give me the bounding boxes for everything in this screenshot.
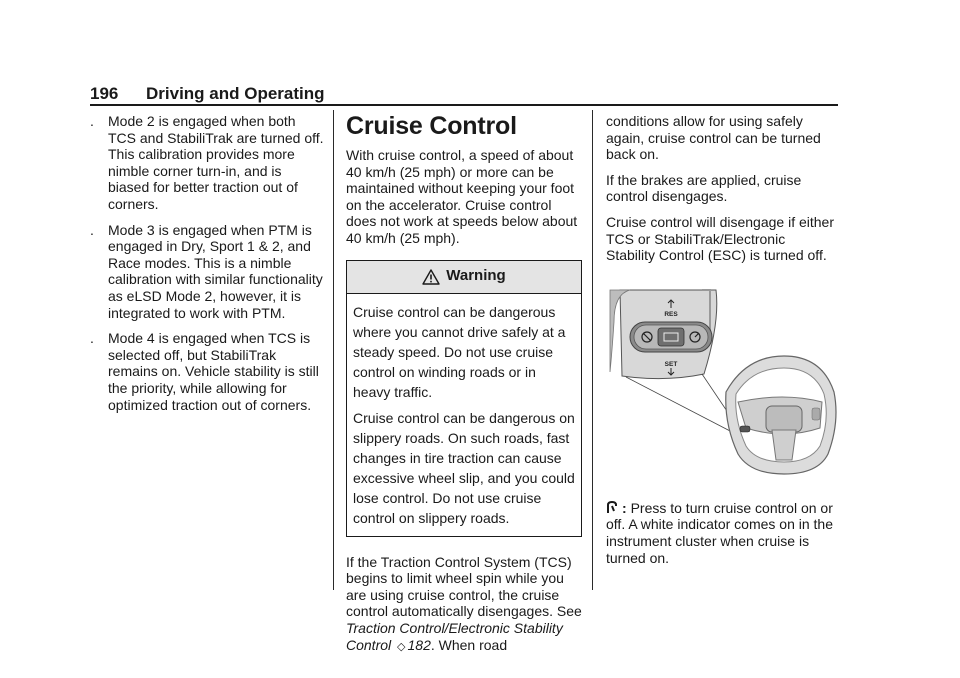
warning-icon xyxy=(422,269,440,285)
tcs-reference-page[interactable]: 182 xyxy=(407,636,431,653)
warning-header xyxy=(347,261,581,294)
column-3 xyxy=(606,113,838,575)
res-label: RES xyxy=(664,310,678,318)
bullet-glyph: . xyxy=(90,330,94,347)
header-rule xyxy=(90,104,838,106)
button-text: Press to turn cruise control on or off. A white indicator comes on in the instrument cluster when cruise is turned on. xyxy=(606,499,833,566)
bullet-glyph: . xyxy=(90,113,94,129)
column-divider-left xyxy=(333,110,334,590)
list-item-text: Mode 4 is engaged when TCS is selected off, but StabiliTrak remains on. Vehicle stability is still the priority, while allowing for optimized traction out of corners. xyxy=(108,330,319,413)
set-label: SET xyxy=(664,360,678,368)
button-label-colon: : xyxy=(622,499,627,516)
steering-wheel-illustration xyxy=(606,282,838,478)
list-item xyxy=(90,330,325,413)
column-1 xyxy=(90,113,325,422)
cruise-button-description xyxy=(606,500,838,566)
tcs-paragraph xyxy=(346,554,582,656)
list-item-text: Mode 3 is engaged when PTM is engaged in Dry, Sport 1 & 2, and Race modes. This is a nimble calibration with similar functionality as eLSD Mode 2, however, it is integrated to work with PTM. xyxy=(108,221,323,321)
page-reference-icon: ◇ xyxy=(397,640,406,653)
page-header xyxy=(90,84,838,106)
warning-box xyxy=(346,260,582,537)
disengage-paragraph: Cruise control will disengage if either TCS or StabiliTrak/Electronic Stability Control (ESC) is turned off. xyxy=(606,213,834,264)
column-2 xyxy=(346,113,582,664)
page-number: 196 xyxy=(90,84,119,103)
continuation-paragraph: conditions allow for using safely again, cruise control can be turned back on. xyxy=(606,113,821,163)
warning-body xyxy=(347,294,581,536)
section-title: Driving and Operating xyxy=(146,84,325,103)
warning-paragraph: Cruise control can be dangerous where you cannot drive safely at a steady speed. Do not use cruise control on winding roads or in heavy traffic. xyxy=(353,303,566,400)
bullet-glyph: . xyxy=(90,221,94,238)
tcs-text-before: If the Traction Control System (TCS) begins to limit wheel spin while you are using cruise control, the cruise control automatically disengages. See xyxy=(346,553,582,620)
tcs-text-after: . When road xyxy=(430,636,508,653)
steering-wheel-figure xyxy=(606,282,838,478)
list-item xyxy=(90,113,325,213)
warning-label: Warning xyxy=(446,267,506,285)
column-divider-right xyxy=(592,110,593,590)
cruise-control-icon xyxy=(606,501,618,514)
list-item-text: Mode 2 is engaged when both TCS and StabiliTrak are turned off. This calibration provides more nimble corner turn-in, and is biased for better traction out of corners. xyxy=(108,113,324,212)
brakes-paragraph: If the brakes are applied, cruise control disengages. xyxy=(606,171,802,205)
heading-cruise-control: Cruise Control xyxy=(346,112,517,140)
intro-paragraph: With cruise control, a speed of about 40 km/h (25 mph) or more can be maintained without keeping your foot on the accelerator. Cruise control does not work at speeds below about 40 km/h (25 mph). xyxy=(346,147,578,246)
tcs-reference-link[interactable]: Traction Control/Electronic Stability Control xyxy=(346,619,563,653)
warning-paragraph: Cruise control can be dangerous on slippery roads. On such roads, fast changes in tire traction can cause excessive wheel slip, and you could lose control. Do not use cruise control on slippery roads. xyxy=(353,409,575,526)
list-item xyxy=(90,222,325,322)
